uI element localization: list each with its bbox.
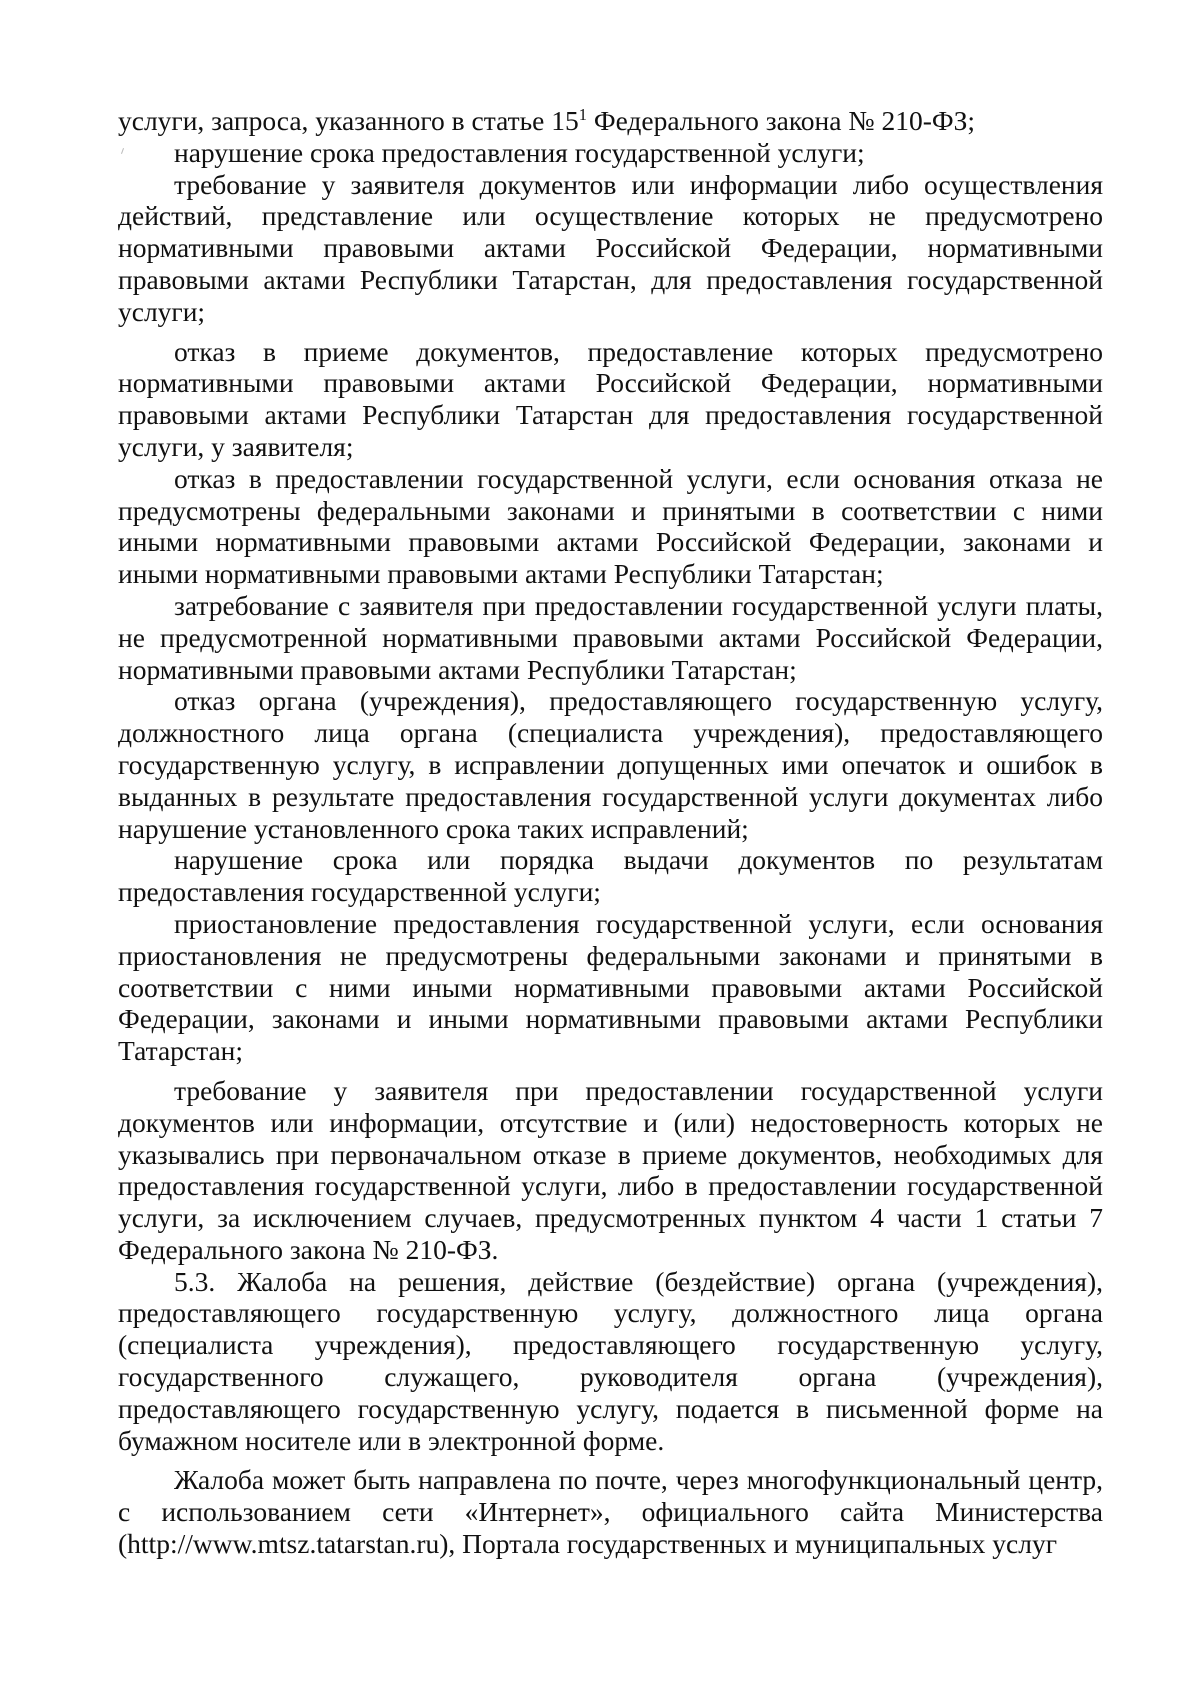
paragraph-complaint-5-3: 5.3. Жалоба на решения, действие (бездействие) органа (учреждения), предоставляющего государственную услугу, должностного лица органа (специалиста учреждения), предоставляющего государственную услугу, государственного служащего, руководителя органа (учреждения), предоставляющего государственную услугу, подается в письменной форме на бумажном носителе или в электронной форме. — [118, 1265, 1103, 1456]
paragraph-refusal-service: отказ в предоставлении государственной услуги, если основания отказа не предусмотрены федеральными законами и принятыми в соответствии с ними иными нормативными правовыми актами Российской Федерации, законами и иными нормативными правовыми актами Республики Татарстан; — [118, 462, 1103, 590]
paragraph-complaint-channels: Жалоба может быть направлена по почте, через многофункциональный центр, с использованием сети «Интернет», официального сайта Министерства (http://www.mtsz.tatarstan.ru), Портала государственных и муниципальных услуг — [118, 1464, 1103, 1560]
paragraph-missing-info: требование у заявителя при предоставлении государственной услуги документов или информации, отсутствие и (или) недостоверность которых не указывались при первоначальном отказе в приеме документов, необходимых для предоставления государственной услуги, либо в предоставлении государственной услуги, за исключением случаев, предусмотренных пунктом 4 части 1 статьи 7 Федерального закона № 210-ФЗ. — [118, 1074, 1103, 1265]
paragraph-text-post: Федерального закона № 210-ФЗ; — [586, 105, 976, 136]
footnote-superscript: 1 — [578, 104, 587, 124]
paragraph-fee-demand: затребование с заявителя при предоставлении государственной услуги платы, не предусмотренной нормативными правовыми актами Российской Федерации, нормативными правовыми актами Республики Татарстан; — [118, 589, 1103, 685]
paragraph-refusal-acceptance: отказ в приеме документов, предоставление которых предусмотрено нормативными правовыми актами Российской Федерации, нормативными правовыми актами Республики Татарстан для предоставления государственной услуги, у заявителя; — [118, 335, 1103, 462]
paragraph-excess-documents: требование у заявителя документов или информации либо осуществления действий, представление или осуществление которых не предусмотрено нормативными правовыми актами Российской Федерации, нормативными правовыми актами Республики Татарстан, для предоставления государственной услуги; — [118, 168, 1103, 327]
paragraph-text-pre: услуги, запроса, указанного в статье 15 — [118, 105, 579, 136]
paragraph-correction-refusal: отказ органа (учреждения), предоставляющего государственную услугу, должностного лица органа (специалиста учреждения), предоставляющего государственную услугу, в исправлении допущенных ими опечаток и ошибок в выданных в результате предоставления государственной услуги документах либо нарушение установленного срока таких исправлений; — [118, 685, 1103, 844]
paragraph-violation-deadline: нарушение срока предоставления государственной услуги; — [174, 136, 865, 168]
document-page — [118, 105, 1103, 1560]
paragraph-suspension: приостановление предоставления государственной услуги, если основания приостановления не предусмотрены федеральными законами и принятыми в соответствии с ними иными нормативными правовыми актами Российской Федерации, законами и иными нормативными правовыми актами Республики Татарстан; — [118, 907, 1103, 1067]
paragraph-continuation — [118, 105, 1103, 137]
paragraph-issuance-violation: нарушение срока или порядка выдачи документов по результатам предоставления государственной услуги; — [118, 844, 1103, 908]
